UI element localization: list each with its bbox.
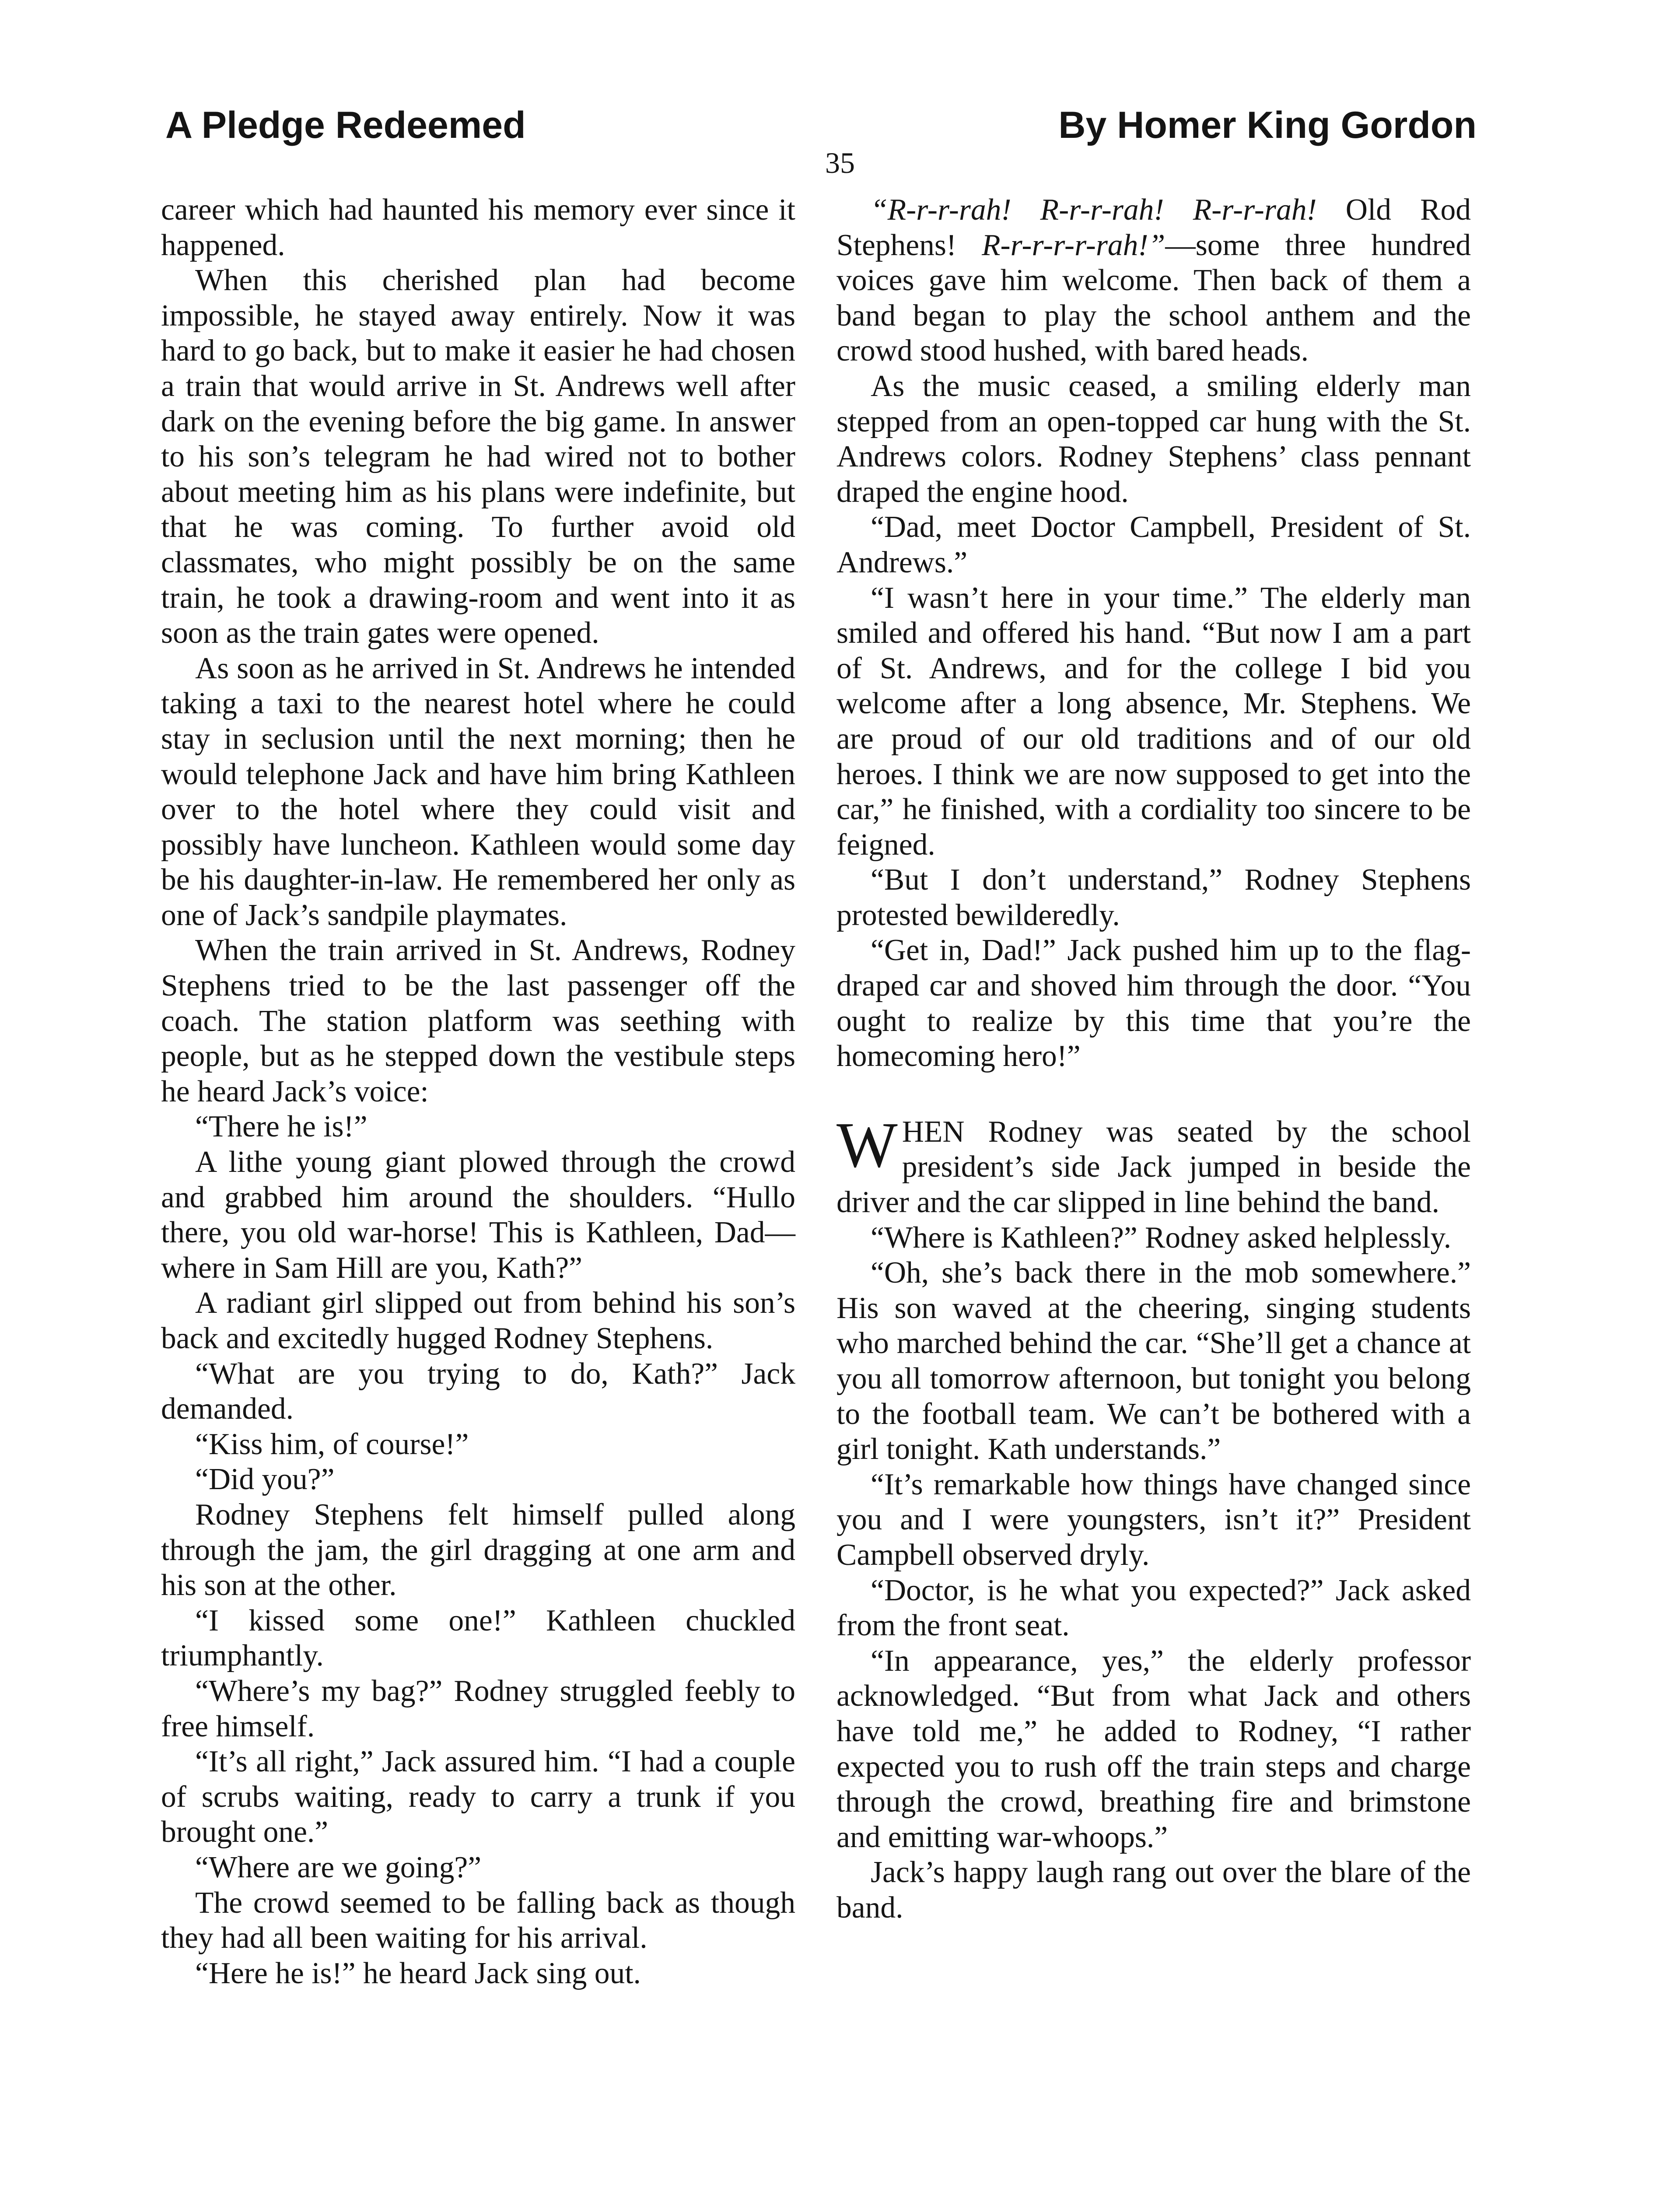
paragraph: “In appearance, yes,” the elderly professor acknowledged. “But from what Jack and others have told me,” he added to Rodney, “I rather expected you to rush off the train steps and charge through the crowd, breathing fire and brimstone and emitting war-whoops.” — [836, 1644, 1471, 1854]
paragraph: When the train arrived in St. Andrews, Rodney Stephens tried to be the last passenger off the coach. The station platform was seething with people, but as he stepped down the vestibule steps he heard Jack’s voice: — [161, 933, 795, 1108]
paragraph: As the music ceased, a smiling elderly man stepped from an open-topped car hung with the St. Andrews colors. Rodney Stephens’ class pennant draped the engine hood. — [836, 369, 1471, 509]
paragraph: A lithe young giant plowed through the crowd and grabbed him around the shoulders. “Hullo there, you old war-horse! This is Kathleen, Dad—where in Sam Hill are you, Kath?” — [161, 1145, 795, 1285]
paragraph: A radiant girl slipped out from behind his son’s back and excitedly hugged Rodney Stephens. — [161, 1286, 795, 1355]
paragraph: “Dad, meet Doctor Campbell, President of St. Andrews.” — [836, 510, 1471, 579]
paragraph: “Did you?” — [195, 1462, 335, 1497]
section-opening-text: HEN Rodney was seated by the school president’s side Jack jumped in beside the driver and the car slipped in line behind the band. — [836, 1115, 1471, 1220]
paragraph: “Where is Kathleen?” Rodney asked helplessly. — [871, 1220, 1452, 1255]
paragraph: “What are you trying to do, Kath?” Jack demanded. — [161, 1357, 795, 1426]
paragraph: career which had haunted his memory ever since it happened. — [161, 193, 795, 262]
paragraph: “Get in, Dad!” Jack pushed him up to the flag-draped car and shoved him through the door. “You ought to realize by this time that you’re the homecoming hero!” — [836, 933, 1471, 1073]
paragraph: When this cherished plan had become impossible, he stayed away entirely. Now it was hard to go back, but to make it easier he had chosen a train that would arrive in St. Andrews well after dark on the evening before the big game. In answer to his son’s telegram he had wired not to bother about meeting him as his plans were indefinite, but that he was coming. To further avoid old classmates, who might possibly be on the same train, he took a drawing-room and went into it as soon as the train gates were opened. — [161, 263, 795, 650]
cheer-text-italic: R-r-r-r-r-rah!” — [982, 228, 1166, 262]
paragraph: As soon as he arrived in St. Andrews he intended taking a taxi to the nearest hotel where he could stay in seclusion until the next morning; then he would telephone Jack and have him bring Kathleen over to the hotel where they could visit and possibly have luncheon. Kathleen would some day be his daughter-in-law. He remembered her only as one of Jack’s sandpile playmates. — [161, 651, 795, 932]
paragraph: “But I don’t understand,” Rodney Stephens protested bewilderedly. — [836, 863, 1471, 932]
story-title: A Pledge Redeemed — [165, 104, 526, 146]
paragraph: “There he is!” — [195, 1110, 368, 1144]
paragraph: “I wasn’t here in your time.” The elderly man smiled and offered his hand. “But now I am a part of St. Andrews, and for the college I bid you welcome after a long absence, Mr. Stephens. We are proud of our old traditions and of our old heroes. I think we are now supposed to get into the car,” he finished, with a cordiality too sincere to be feigned. — [836, 581, 1471, 862]
paragraph: “Where are we going?” — [195, 1850, 482, 1884]
paragraph: “Where’s my bag?” Rodney struggled feebly to free himself. — [161, 1674, 795, 1743]
paragraph: “Doctor, is he what you expected?” Jack asked from the front seat. — [836, 1573, 1471, 1643]
cheer-text: Old Rod Stephens! — [836, 193, 1471, 262]
paragraph: “Kiss him, of course!” — [195, 1427, 469, 1461]
paragraph: Jack’s happy laugh rang out over the blare of the band. — [836, 1855, 1471, 1925]
section-opening-paragraph — [836, 1109, 1471, 1220]
paragraph: Rodney Stephens felt himself pulled along through the jam, the girl dragging at one arm and his son at the other. — [161, 1497, 795, 1602]
cheer-text: —some three hundred voices gave him welcome. Then back of them a band began to play the school anthem and the crowd stood hushed, with bared heads. — [836, 228, 1471, 368]
paragraph: “Oh, she’s back there in the mob somewhere.” His son waved at the cheering, singing students who marched behind the car. “She’ll get a chance at you all tomorrow afternoon, but tonight you belong to the football team. We can’t be bothered with a girl tonight. Kath understands.” — [836, 1256, 1471, 1466]
paragraph: “It’s all right,” Jack assured him. “I had a couple of scrubs waiting, ready to carry a trunk if you brought one.” — [161, 1745, 795, 1849]
paragraph: “I kissed some one!” Kathleen chuckled triumphantly. — [161, 1603, 795, 1673]
paragraph: The crowd seemed to be falling back as though they had all been waiting for his arrival. — [161, 1886, 795, 1955]
right-column — [836, 193, 1471, 1926]
paragraph: “It’s remarkable how things have changed since you and I were youngsters, isn’t it?” President Campbell observed dryly. — [836, 1467, 1471, 1572]
cheer-paragraph — [836, 193, 1471, 369]
paragraph: “Here he is!” he heard Jack sing out. — [195, 1956, 641, 1990]
cheer-text-italic: “R-r-r-rah! R-r-r-rah! R-r-r-rah! — [871, 193, 1317, 227]
drop-cap: W — [836, 1109, 898, 1181]
story-author: By Homer King Gordon — [1058, 104, 1477, 146]
left-column — [161, 193, 795, 1991]
page-number: 35 — [825, 146, 855, 179]
